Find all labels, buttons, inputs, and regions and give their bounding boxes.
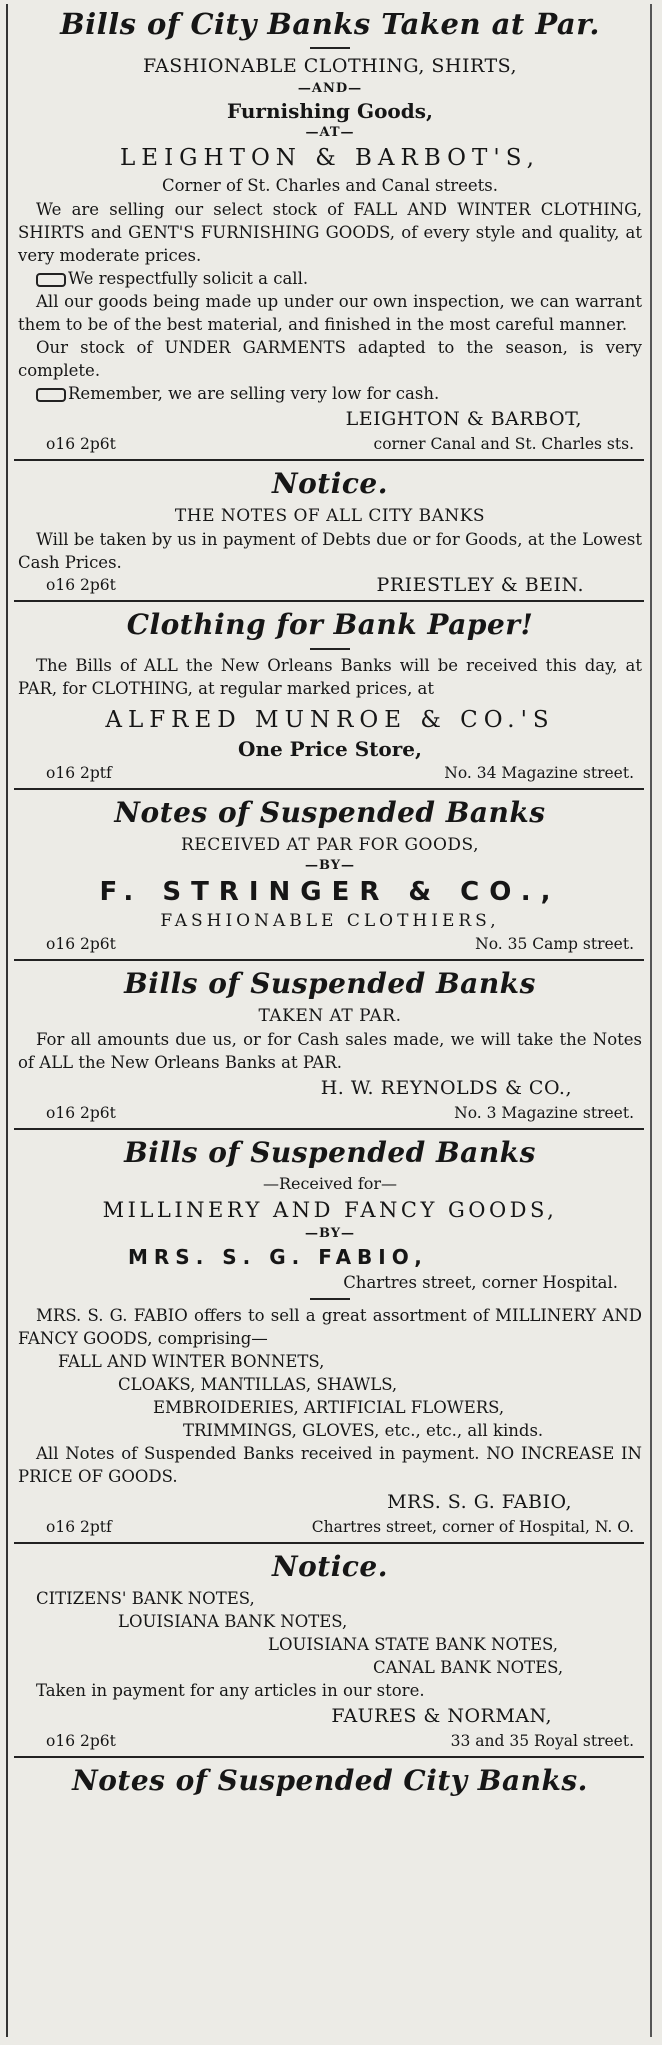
signature: H. W. REYNOLDS & CO., [320, 1077, 572, 1099]
ad-code: o16 2p6t [46, 576, 116, 594]
footer-address: 33 and 35 Royal street. [450, 1732, 634, 1750]
paragraph: MRS. S. G. FABIO offers to sell a great assortment of MILLINERY AND FANCY GOODS, comprising— [18, 1306, 642, 1348]
signature: MRS. S. G. FABIO, [387, 1491, 572, 1513]
advertisement-alfred-munroe [18, 605, 642, 784]
ad-title: Bills of City Banks Taken at Par. [60, 7, 600, 41]
ad-connector: —BY— [304, 1226, 356, 1241]
column-rule [14, 1756, 644, 1758]
paragraph: We are selling our select stock of FALL AND WINTER CLOTHING, SHIRTS and GENT'S FURNISHING GOODS, of every style and quality, at very moderate prices. [18, 200, 642, 265]
advertisement-fabio [18, 1133, 642, 1538]
ad-code: o16 2ptf [46, 764, 112, 782]
footer-address: No. 3 Magazine street. [454, 1104, 634, 1122]
ad-line: MILLINERY AND FANCY GOODS, [102, 1198, 558, 1222]
signature: LEIGHTON & BARBOT, [345, 408, 582, 430]
divider [310, 1298, 350, 1300]
ad-connector: —BY— [304, 858, 356, 873]
firm-name: ALFRED MUNROE & CO.'S [105, 707, 555, 733]
column-rule [14, 788, 644, 790]
column-rule [14, 600, 644, 602]
list-item: EMBROIDERIES, ARTIFICIAL FLOWERS, [153, 1398, 505, 1417]
list-item: CLOAKS, MANTILLAS, SHAWLS, [118, 1375, 398, 1394]
firm-name: LEIGHTON & BARBOT'S, [120, 145, 540, 171]
paragraph: All Notes of Suspended Banks received in payment. NO INCREASE IN PRICE OF GOODS. [18, 1444, 642, 1486]
ad-title: Bills of Suspended Banks [124, 1136, 536, 1169]
column-rule [14, 1542, 644, 1544]
ad-line: FASHIONABLE CLOTHING, SHIRTS, [142, 55, 518, 77]
advertisement-reynolds [18, 964, 642, 1124]
firm-name: F. STRINGER & CO., [99, 877, 561, 907]
ad-line: RECEIVED AT PAR FOR GOODS, [181, 835, 479, 855]
divider [310, 47, 350, 49]
advertisement-faures-norman [18, 1547, 642, 1752]
footer-address: No. 35 Camp street. [475, 935, 634, 953]
store-name: One Price Store, [238, 737, 422, 761]
ad-code: o16 2p6t [46, 1732, 116, 1750]
address: Corner of St. Charles and Canal streets. [162, 176, 498, 195]
list-item: CANAL BANK NOTES, [373, 1658, 564, 1677]
list-item: LOUISIANA STATE BANK NOTES, [268, 1635, 558, 1654]
paragraph: The Bills of ALL the New Orleans Banks will be received this day, at PAR, for CLOTHING, at regular marked prices, at [18, 656, 642, 698]
ad-line: THE NOTES OF ALL CITY BANKS [174, 506, 486, 526]
paragraph: We respectfully solicit a call. [68, 269, 309, 288]
ad-title: Notes of Suspended Banks [114, 796, 546, 829]
newspaper-column [6, 4, 652, 2037]
paragraph: All our goods being made up under our own inspection, we can warrant them to be of the best material, and finished in the most careful manner. [18, 292, 642, 334]
ad-connector: —Received for— [262, 1174, 398, 1193]
advertisement-stringer [18, 793, 642, 955]
ad-code: o16 2ptf [46, 1518, 112, 1536]
column-rule [14, 959, 644, 961]
list-item: CITIZENS' BANK NOTES, [36, 1589, 255, 1608]
footer-address: corner Canal and St. Charles sts. [373, 435, 634, 453]
ad-title: Clothing for Bank Paper! [126, 608, 534, 641]
ad-connector: —AT— [305, 125, 355, 140]
paragraph: Taken in payment for any articles in our store. [36, 1681, 425, 1700]
ad-line: Furnishing Goods, [227, 99, 433, 123]
signature: PRIESTLEY & BEIN. [376, 574, 584, 596]
ad-connector: —AND— [297, 81, 363, 96]
ad-code: o16 2p6t [46, 435, 116, 453]
list-item: TRIMMINGS, GLOVES, etc., etc., all kinds. [183, 1421, 544, 1440]
paragraph: Remember, we are selling very low for cash. [68, 384, 440, 403]
footer-address: No. 34 Magazine street. [444, 764, 634, 782]
firm-name: MRS. S. G. FABIO, [128, 1245, 428, 1269]
ad-title: Notice. [272, 1550, 388, 1583]
column-rule [14, 459, 644, 461]
ad-line: FASHIONABLE CLOTHIERS, [160, 911, 500, 931]
advertisement-suspended-city-banks [18, 1761, 642, 1801]
ad-title: Notice. [272, 467, 388, 500]
address: Chartres street, corner Hospital. [343, 1273, 618, 1292]
footer-address: Chartres street, corner of Hospital, N. O. [311, 1518, 634, 1536]
ad-title: Notes of Suspended City Banks. [72, 1764, 588, 1797]
ad-line: TAKEN AT PAR. [258, 1006, 402, 1026]
paragraph: Our stock of UNDER GARMENTS adapted to the season, is very complete. [18, 338, 642, 380]
paragraph: Will be taken by us in payment of Debts due or for Goods, at the Lowest Cash Prices. [18, 530, 642, 572]
list-item: LOUISIANA BANK NOTES, [118, 1612, 348, 1631]
advertisement-leighton-barbot [18, 4, 642, 455]
pointing-hand-icon [36, 273, 66, 287]
ad-code: o16 2p6t [46, 935, 116, 953]
column-rule [14, 1128, 644, 1130]
list-item: FALL AND WINTER BONNETS, [58, 1352, 325, 1371]
signature: FAURES & NORMAN, [331, 1705, 552, 1727]
pointing-hand-icon [36, 388, 66, 402]
ad-title: Bills of Suspended Banks [124, 967, 536, 1000]
ad-code: o16 2p6t [46, 1104, 116, 1122]
divider [310, 648, 350, 650]
advertisement-priestley-bein [18, 464, 642, 596]
paragraph: For all amounts due us, or for Cash sales made, we will take the Notes of ALL the New Orleans Banks at PAR. [18, 1030, 642, 1072]
